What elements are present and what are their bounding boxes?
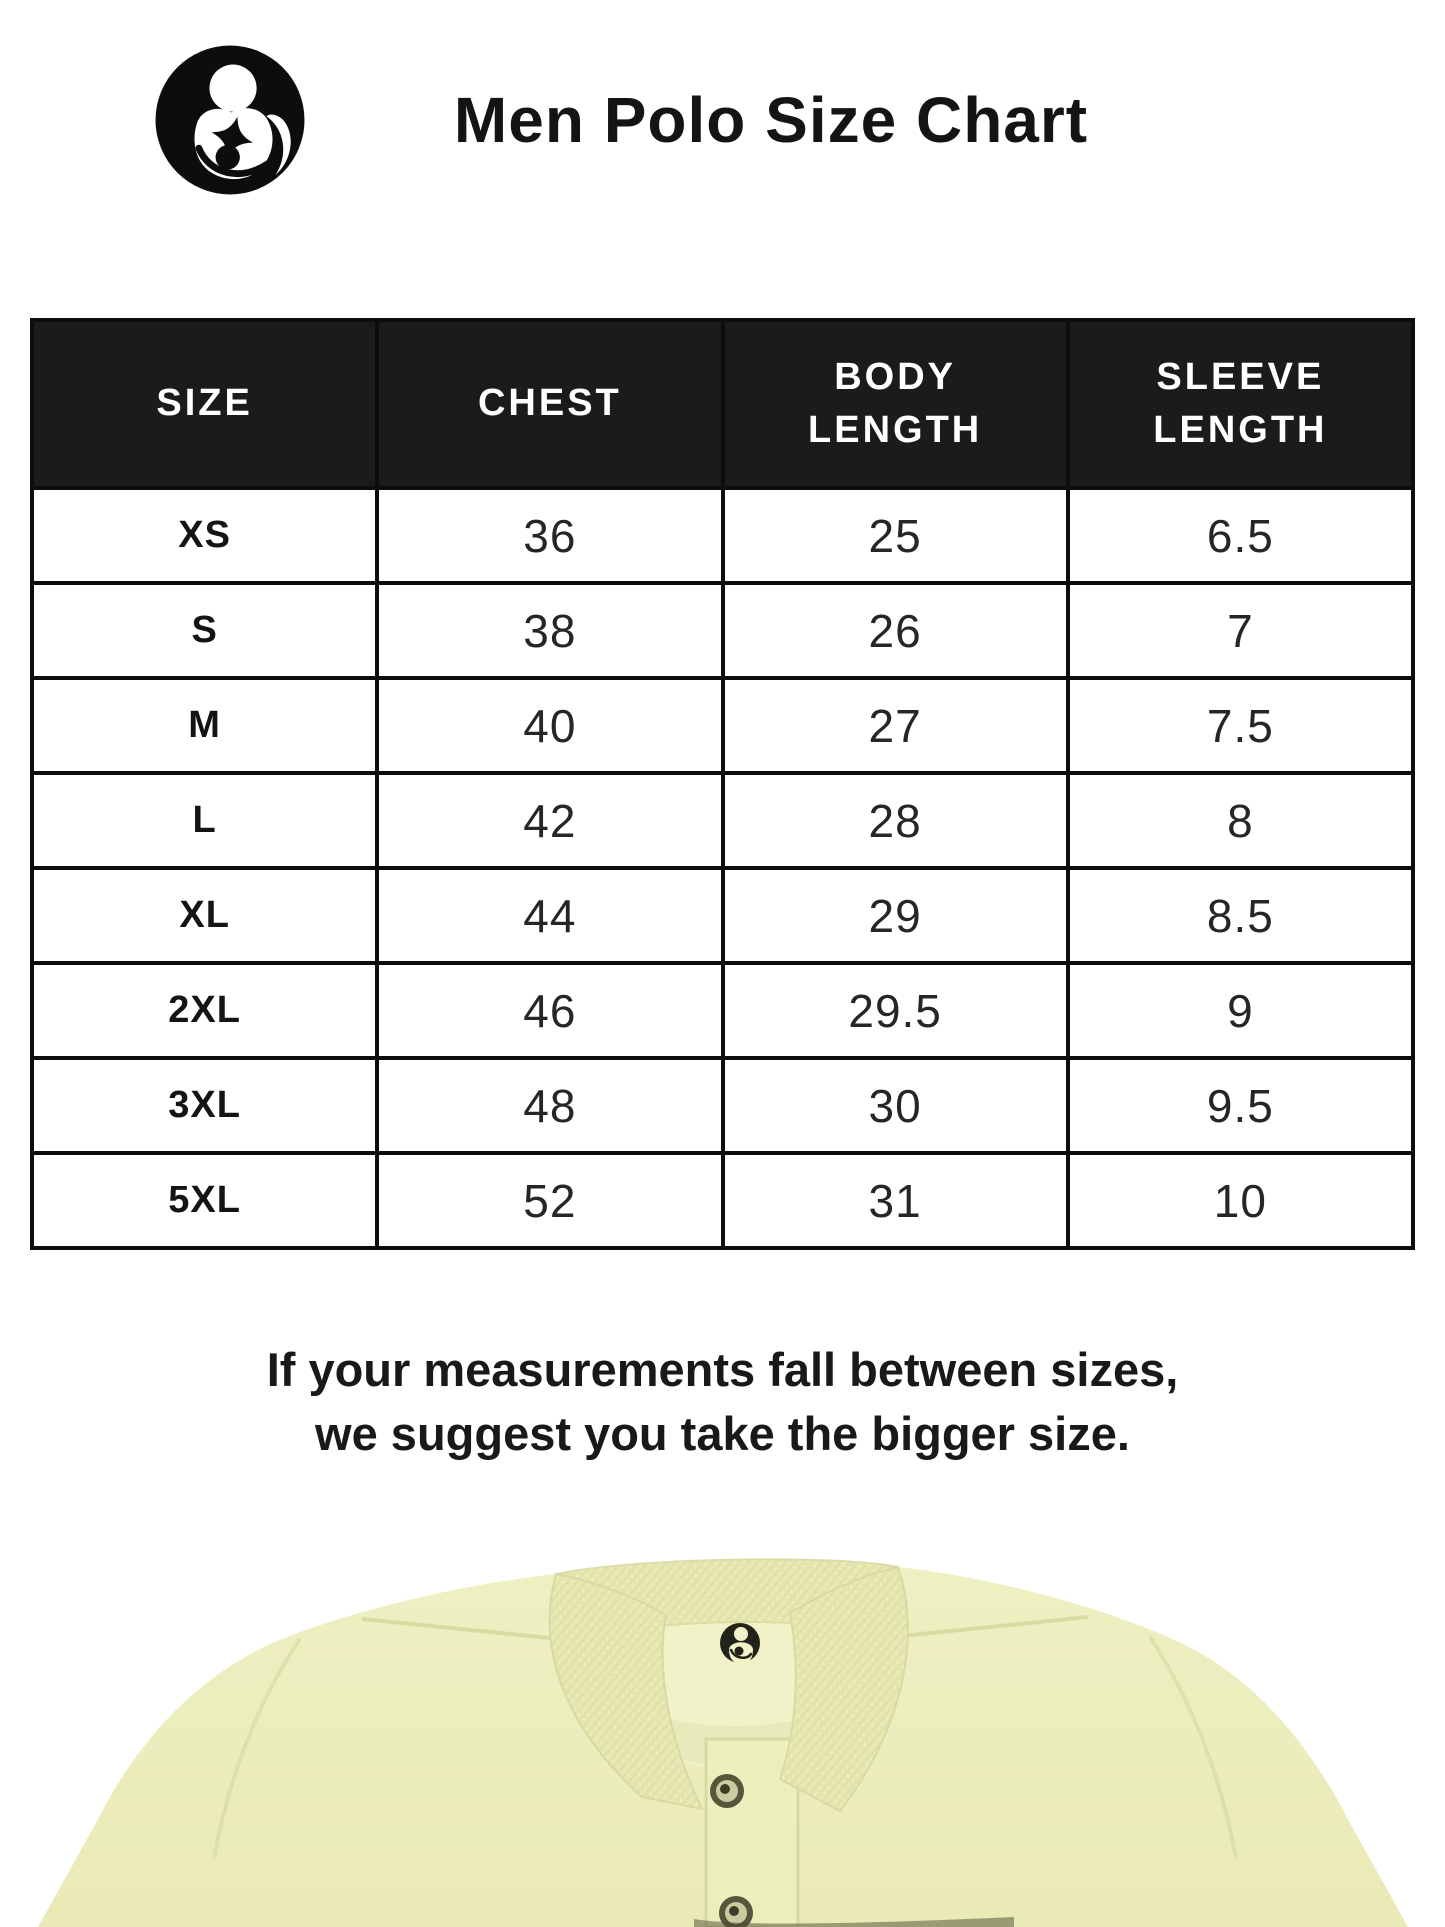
column-header-body-length: BODY LENGTH — [723, 320, 1068, 488]
sleeve-length-cell: 9.5 — [1068, 1058, 1413, 1153]
size-chart-table — [30, 318, 1415, 1250]
table-row — [32, 868, 1413, 963]
size-cell: L — [32, 773, 377, 868]
body-length-cell: 29.5 — [723, 963, 1068, 1058]
table-row — [32, 963, 1413, 1058]
sleeve-length-cell: 7.5 — [1068, 678, 1413, 773]
sleeve-length-cell: 6.5 — [1068, 488, 1413, 583]
table-row — [32, 773, 1413, 868]
table-header-row — [32, 320, 1413, 488]
column-header-sleeve-length: SLEEVE LENGTH — [1068, 320, 1413, 488]
chest-cell: 40 — [377, 678, 722, 773]
chest-cell: 48 — [377, 1058, 722, 1153]
polo-shirt-image — [0, 1517, 1445, 1927]
body-length-cell: 31 — [723, 1153, 1068, 1248]
body-length-cell: 28 — [723, 773, 1068, 868]
table-row — [32, 1058, 1413, 1153]
table-row — [32, 678, 1413, 773]
body-length-cell: 30 — [723, 1058, 1068, 1153]
sleeve-length-cell: 9 — [1068, 963, 1413, 1058]
column-header-chest: CHEST — [377, 320, 722, 488]
chest-cell: 42 — [377, 773, 722, 868]
body-length-cell: 29 — [723, 868, 1068, 963]
column-header-size: SIZE — [32, 320, 377, 488]
sizing-note-line1: If your measurements fall between sizes, — [266, 1343, 1179, 1396]
size-cell: 2XL — [32, 963, 377, 1058]
size-cell: 3XL — [32, 1058, 377, 1153]
sleeve-length-cell: 7 — [1068, 583, 1413, 678]
size-cell: 5XL — [32, 1153, 377, 1248]
chest-cell: 52 — [377, 1153, 722, 1248]
sizing-note-line2: we suggest you take the bigger size. — [315, 1407, 1130, 1460]
sleeve-length-cell: 8 — [1068, 773, 1413, 868]
chest-cell: 38 — [377, 583, 722, 678]
sleeve-length-cell: 10 — [1068, 1153, 1413, 1248]
chest-cell: 36 — [377, 488, 722, 583]
body-length-cell: 26 — [723, 583, 1068, 678]
table-row — [32, 488, 1413, 583]
body-length-cell: 27 — [723, 678, 1068, 773]
body-length-cell: 25 — [723, 488, 1068, 583]
sleeve-length-cell: 8.5 — [1068, 868, 1413, 963]
table-row — [32, 1153, 1413, 1248]
sizing-note — [0, 1338, 1445, 1466]
chest-cell: 44 — [377, 868, 722, 963]
page-title: Men Polo Size Chart — [453, 84, 1089, 156]
brand-mother-child-logo-icon — [154, 44, 306, 196]
size-cell: S — [32, 583, 377, 678]
size-cell: XS — [32, 488, 377, 583]
size-cell: XL — [32, 868, 377, 963]
table-row — [32, 583, 1413, 678]
size-cell: M — [32, 678, 377, 773]
chest-cell: 46 — [377, 963, 722, 1058]
polo-button-top — [710, 1774, 744, 1808]
